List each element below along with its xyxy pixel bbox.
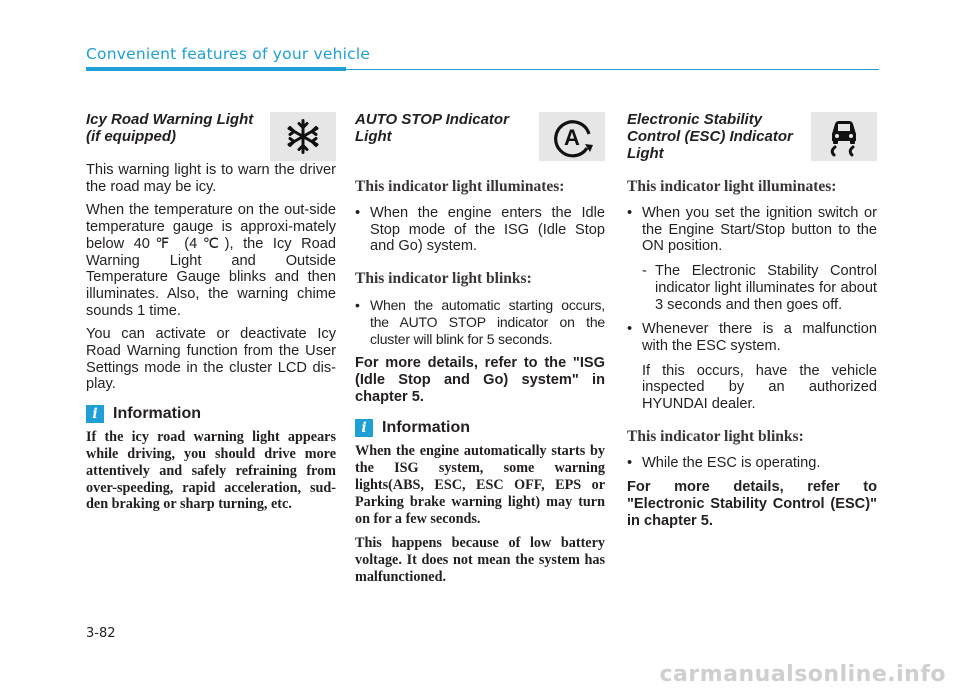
icy-info-header	[86, 405, 336, 423]
section-header-title: Convenient features of your vehicle	[86, 45, 371, 63]
watermark: carmanualsonline.info	[659, 662, 946, 687]
esc-bullet-2-paragraph: If this occurs, have the vehicle inspected by an authorized HYUNDAI dealer.	[642, 362, 877, 413]
info-label: Information	[113, 405, 201, 423]
auto-stop-icon	[539, 112, 605, 161]
auto-stop-info-header	[355, 419, 605, 437]
auto-stop-info-text-2: This happens because of low battery voltage. It does not mean the system has malfunctioned.	[355, 535, 605, 585]
header-rule-thick	[86, 67, 346, 71]
icy-paragraph-3: You can activate or deactivate Icy Road Warning function from the User Settings mode in the cluster LCD dis-play.	[86, 326, 336, 393]
auto-stop-illuminates-heading: This indicator light illuminates:	[355, 178, 565, 195]
info-icon: i	[355, 419, 373, 437]
auto-stop-title: AUTO STOP Indicator Light	[355, 111, 509, 145]
esc-bullet-2: • Whenever there is a malfunction with the ESC system.	[627, 321, 877, 354]
page-number: 3-82	[86, 626, 116, 641]
auto-stop-bullet-2: • When the automatic starting occurs, the AUTO STOP indicator on the cluster will blink for 5 seconds.	[355, 297, 605, 347]
esc-illuminates-heading: This indicator light illuminates:	[627, 178, 837, 195]
icy-road-section	[86, 110, 336, 521]
auto-stop-blinks-heading: This indicator light blinks:	[355, 270, 532, 288]
icy-road-title: Icy Road Warning Light (if equipped)	[86, 111, 254, 145]
auto-stop-info-text-1: When the engine automatically starts by the ISG system, some warning lights(ABS, ESC, ESC OFF, EPS or Parking brake warning light) may turn on for a few seconds.	[355, 443, 605, 527]
esc-reference-note: For more details, refer to "Electronic Stability Control (ESC)" in chapter 5.	[627, 479, 877, 529]
info-icon: i	[86, 405, 104, 423]
auto-stop-section	[355, 110, 605, 594]
esc-section	[627, 110, 877, 540]
header-rule-thin	[346, 69, 879, 70]
esc-title: Electronic Stability Control (ESC) Indicator Light	[627, 111, 793, 162]
icy-paragraph-2: When the temperature on the out-side temperature gauge is approxi-mately below 40℉ (4℃), the Icy Road Warning Light and Outside Temperature Gauge blinks and then illuminates. Also, the warning chime sounds 1 time.	[86, 202, 336, 319]
info-label: Information	[382, 419, 470, 437]
esc-skid-car-icon	[811, 112, 877, 161]
snowflake-icon	[270, 112, 336, 161]
icy-paragraph-1: This warning light is to warn the driver the road may be icy.	[86, 162, 336, 195]
esc-bullet-3: • While the ESC is operating.	[627, 454, 821, 471]
svg-text:A: A	[564, 125, 580, 150]
auto-stop-bullet-1: • When the engine enters the Idle Stop mode of the ISG (Idle Stop and Go) system.	[355, 205, 605, 255]
auto-stop-reference-note: For more details, refer to the "ISG (Idle Stop and Go) system" in chapter 5.	[355, 355, 605, 405]
icy-info-text: If the icy road warning light appears while driving, you should drive more attentively and safely refraining from over-speeding, rapid acceleration, sud-den braking or sharp turning, etc.	[86, 429, 336, 513]
esc-sub-item: - The Electronic Stability Control indicator light illuminates for about 3 seconds and then goes off.	[642, 263, 877, 313]
esc-bullet-1: • When you set the ignition switch or the Engine Start/Stop button to the ON position.	[627, 205, 877, 255]
esc-blinks-heading: This indicator light blinks:	[627, 427, 804, 445]
